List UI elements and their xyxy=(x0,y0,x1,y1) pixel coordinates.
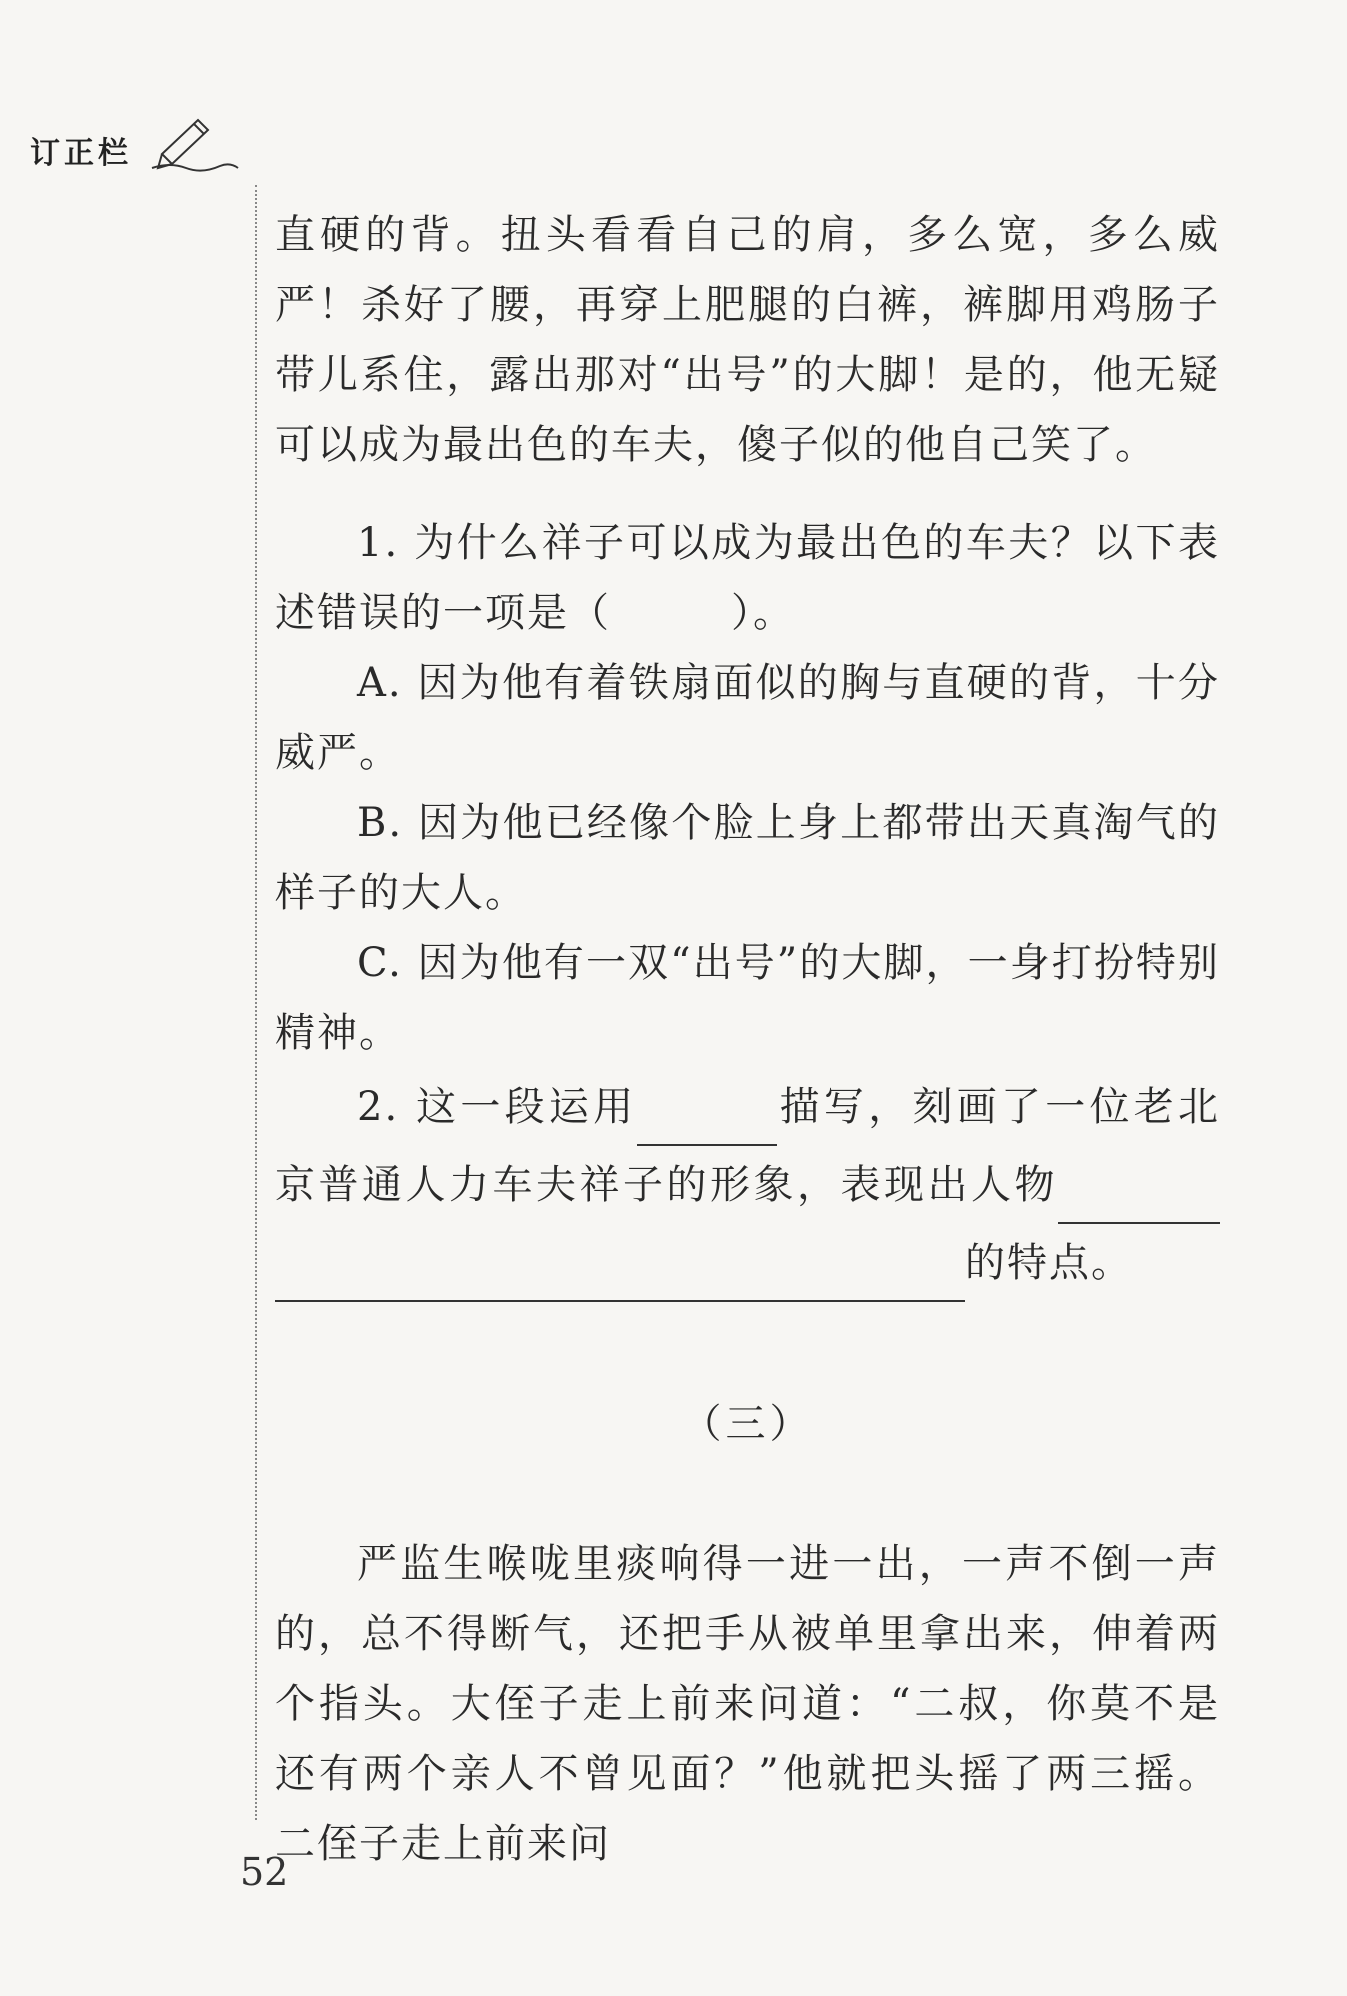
question-1-stem-start: 1. 为什么祥子可以成为最出色的车夫？以下表述错误的一项是（ xyxy=(275,520,1220,636)
question-2-text xyxy=(275,1068,1220,1302)
main-content xyxy=(275,200,1220,1879)
question-1-stem-end: ）。 xyxy=(731,590,795,636)
page-number: 52 xyxy=(240,1850,289,1894)
passage-1-text: 直硬的背。扭头看看自己的肩，多么宽，多么威严！杀好了腰，再穿上肥腿的白裤，裤脚用鸡肠子带儿系住，露出那对“出号”的大脚！是的，他无疑可以成为最出色的车夫，傻子似的他自己笑了。 xyxy=(275,212,1220,468)
passage-2-text: 严监生喉咙里痰响得一进一出，一声不倒一声的，总不得断气，还把手从被单里拿出来，伸着两个指头。大侄子走上前来问道：“二叔，你莫不是还有两个亲人不曾见面？”他就把头摇了两三摇。二侄子走上前来问 xyxy=(275,1541,1220,1867)
answer-blank-2[interactable] xyxy=(637,1098,777,1146)
section-title: （三） xyxy=(681,1401,814,1447)
pencil-icon xyxy=(150,112,240,172)
option-b: B. 因为他已经像个脸上身上都带出天真淘气的样子的大人。 xyxy=(275,800,1220,916)
margin-divider xyxy=(255,185,257,1820)
option-c: C. 因为他有一双“出号”的大脚，一身打扮特别精神。 xyxy=(275,940,1220,1056)
question-1 xyxy=(275,508,1220,1068)
question-2 xyxy=(275,1068,1220,1302)
question-2-start: 2. 这一段运用 xyxy=(357,1084,638,1130)
correction-column-label: 订正栏 xyxy=(30,136,132,171)
question-1-stem xyxy=(275,508,1220,648)
answer-blank-3a[interactable] xyxy=(1058,1176,1220,1224)
option-a: A. 因为他有着铁扇面似的胸与直硬的背，十分威严。 xyxy=(275,660,1220,776)
answer-blank-3b[interactable] xyxy=(275,1254,965,1302)
question-2-middle: 描写，刻画了一位老北京普通人力车夫祥子的形象，表现出人物 xyxy=(275,1084,1220,1208)
question-2-end: 的特点。 xyxy=(965,1240,1133,1286)
